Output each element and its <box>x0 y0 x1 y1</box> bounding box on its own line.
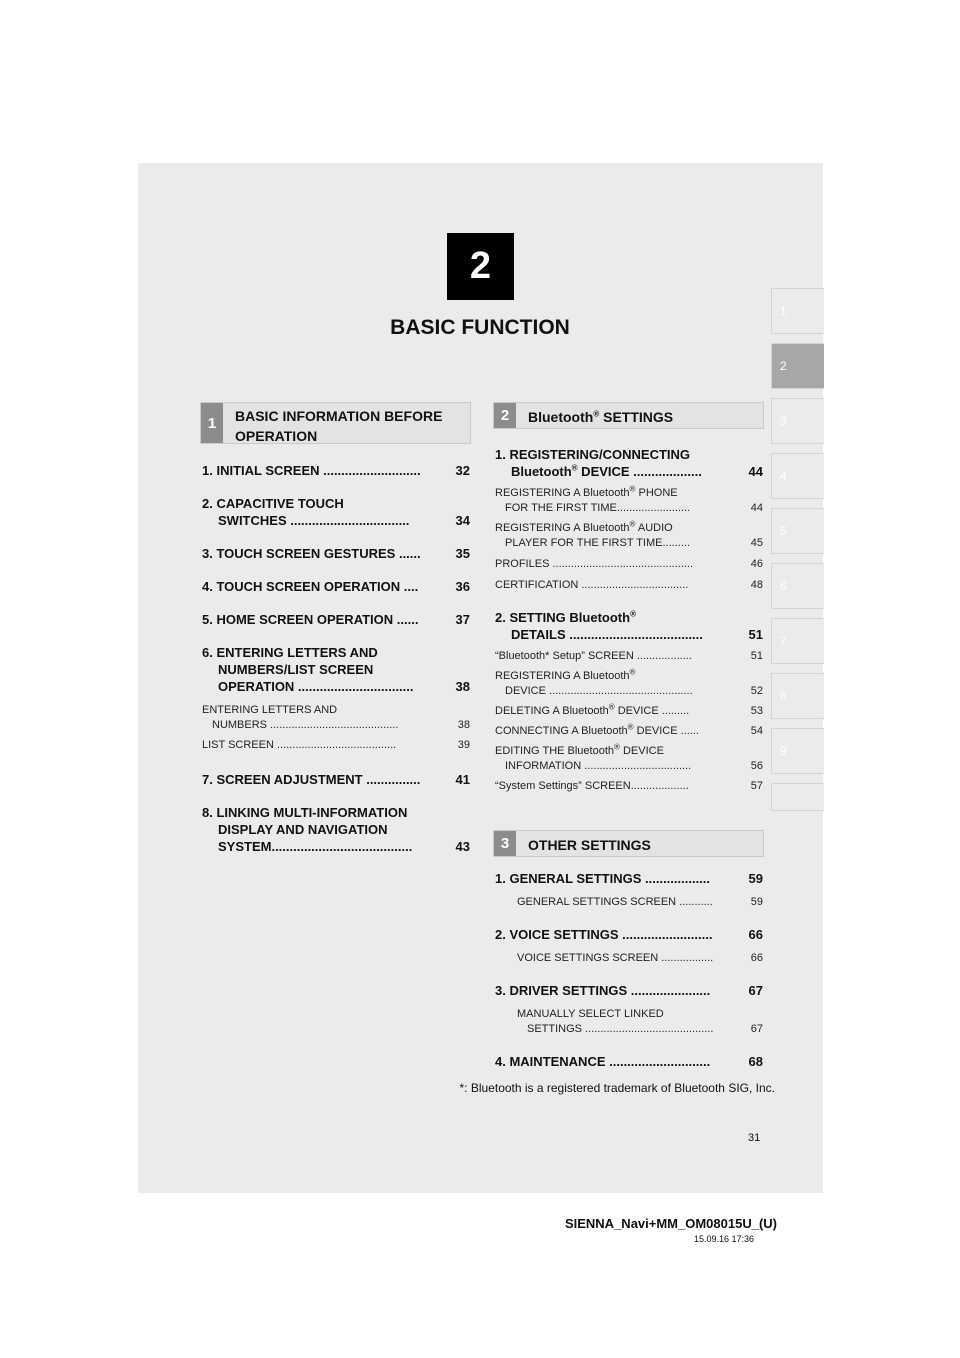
page-ref: 56 <box>750 760 763 772</box>
toc-entry[interactable]: 2. SETTING Bluetooth® DETAILS ..................................... 51 <box>495 609 763 642</box>
page-ref: 37 <box>455 612 470 627</box>
toc-subentry[interactable]: “Bluetooth* Setup” SCREEN .................. 51 <box>495 650 763 662</box>
page-ref: 44 <box>748 464 763 479</box>
toc-subentry[interactable]: DELETING A Bluetooth® DEVICE ......... 53 <box>495 702 763 717</box>
page-ref: 43 <box>455 839 470 854</box>
toc-subentry[interactable]: CONNECTING A Bluetooth® DEVICE ...... 54 <box>495 722 763 737</box>
toc-entry[interactable]: 3. DRIVER SETTINGS ...................... 67 <box>495 983 763 998</box>
page-ref: 66 <box>748 927 763 942</box>
toc-entry[interactable]: 1. REGISTERING/CONNECTING Bluetooth® DEVICE ................... 44 <box>495 447 763 479</box>
page-ref: 51 <box>748 627 763 642</box>
page-ref: 38 <box>457 719 470 731</box>
chapter-tab-4[interactable]: 4 <box>771 453 824 499</box>
toc-subentry[interactable]: REGISTERING A Bluetooth® AUDIO PLAYER FOR THE FIRST TIME......... 45 <box>495 519 763 549</box>
toc-subentry[interactable]: EDITING THE Bluetooth® DEVICE INFORMATION ................................... 56 <box>495 742 763 772</box>
toc-subentry[interactable]: LIST SCREEN ....................................... 39 <box>202 739 470 751</box>
page-ref: 59 <box>748 871 763 886</box>
page-ref: 59 <box>750 896 763 908</box>
section-title: OTHER SETTINGS <box>528 837 651 853</box>
chapter-tab-5[interactable]: 5 <box>771 508 824 554</box>
section-number: 1 <box>201 403 223 443</box>
chapter-tab-7[interactable]: 7 <box>771 618 824 664</box>
chapter-tab-8[interactable]: 8 <box>771 673 824 719</box>
right-toc-other <box>495 870 763 1070</box>
right-toc-bluetooth <box>495 446 763 794</box>
toc-entry[interactable]: 1. GENERAL SETTINGS .................. 59 <box>495 871 763 886</box>
chapter-number: 2 <box>469 245 492 287</box>
page-ref: 48 <box>750 579 763 591</box>
chapter-tab-2[interactable]: 2 <box>771 343 824 389</box>
section-number: 2 <box>494 403 516 428</box>
toc-entry[interactable]: 2. VOICE SETTINGS ......................... 66 <box>495 927 763 942</box>
section-number: 3 <box>494 831 516 856</box>
page-ref: 34 <box>455 513 470 528</box>
page-ref: 45 <box>750 537 763 549</box>
left-toc <box>202 462 470 855</box>
toc-entry[interactable]: 2. CAPACITIVE TOUCH SWITCHES ................................. 34 <box>202 496 470 528</box>
toc-subentry[interactable]: ENTERING LETTERS AND NUMBERS .......................................... 38 <box>202 704 470 731</box>
page-ref: 39 <box>457 739 470 751</box>
page-ref: 38 <box>455 679 470 694</box>
chapter-tab-blank <box>771 783 824 811</box>
page-ref: 57 <box>750 780 763 792</box>
page-ref: 53 <box>750 705 763 717</box>
page-ref: 54 <box>750 725 763 737</box>
toc-subentry[interactable]: MANUALLY SELECT LINKED SETTINGS .......................................... 67 <box>517 1008 763 1035</box>
toc-entry[interactable]: 6. ENTERING LETTERS AND NUMBERS/LIST SCREEN OPERATION ................................ 38 <box>202 645 470 694</box>
chapter-title: BASIC FUNCTION <box>390 316 570 339</box>
page-ref: 46 <box>750 558 763 570</box>
chapter-tab-6[interactable]: 6 <box>771 563 824 609</box>
chapter-tabs <box>771 288 824 820</box>
toc-subentry[interactable]: “System Settings” SCREEN................... 57 <box>495 780 763 792</box>
toc-entry[interactable]: 7. SCREEN ADJUSTMENT ............... 41 <box>202 772 470 787</box>
section-header-3 <box>493 830 764 857</box>
page-ref: 35 <box>455 546 470 561</box>
chapter-tab-3[interactable]: 3 <box>771 398 824 444</box>
toc-entry[interactable]: 3. TOUCH SCREEN GESTURES ...... 35 <box>202 546 470 561</box>
page-ref: 51 <box>750 650 763 662</box>
section-header-2 <box>493 402 764 429</box>
toc-subentry[interactable]: VOICE SETTINGS SCREEN ................. 66 <box>517 952 763 964</box>
toc-entry[interactable]: 1. INITIAL SCREEN ........................... 32 <box>202 463 470 478</box>
toc-subentry[interactable]: REGISTERING A Bluetooth® PHONE FOR THE FIRST TIME........................ 44 <box>495 484 763 514</box>
page-ref: 68 <box>748 1054 763 1069</box>
page-ref: 66 <box>750 952 763 964</box>
section-header-1 <box>200 402 471 444</box>
page-number: 31 <box>748 1132 761 1144</box>
section-title: BASIC INFORMATION BEFORE OPERATION <box>235 408 443 444</box>
section-title: Bluetooth® SETTINGS <box>528 409 674 425</box>
toc-subentry[interactable]: PROFILES .............................................. 46 <box>495 558 763 570</box>
toc-entry[interactable]: 4. MAINTENANCE ............................ 68 <box>495 1054 763 1069</box>
toc-subentry[interactable]: GENERAL SETTINGS SCREEN ........... 59 <box>517 896 763 908</box>
toc-subentry[interactable]: REGISTERING A Bluetooth® DEVICE ............................................... 52 <box>495 667 763 697</box>
page-ref: 32 <box>455 463 470 478</box>
page-ref: 36 <box>455 579 470 594</box>
toc-entry[interactable]: 8. LINKING MULTI-INFORMATION DISPLAY AND NAVIGATION SYSTEM....................................... 43 <box>202 805 470 854</box>
chapter-tab-9[interactable]: 9 <box>771 728 824 774</box>
chapter-number-box <box>447 233 514 300</box>
page-ref: 67 <box>748 983 763 998</box>
document-id: SIENNA_Navi+MM_OM08015U_(U) <box>564 1216 777 1231</box>
page-ref: 52 <box>750 685 763 697</box>
page-ref: 67 <box>750 1023 763 1035</box>
footnote: *: Bluetooth is a registered trademark of Bluetooth SIG, Inc. <box>459 1081 775 1095</box>
toc-entry[interactable]: 4. TOUCH SCREEN OPERATION .... 36 <box>202 579 470 594</box>
toc-entry[interactable]: 5. HOME SCREEN OPERATION ...... 37 <box>202 612 470 627</box>
page-ref: 44 <box>750 502 763 514</box>
print-timestamp: 15.09.16 17:36 <box>693 1234 754 1244</box>
toc-subentry[interactable]: CERTIFICATION ................................... 48 <box>495 579 763 591</box>
chapter-tab-1[interactable]: 1 <box>771 288 824 334</box>
page-ref: 41 <box>455 772 470 787</box>
